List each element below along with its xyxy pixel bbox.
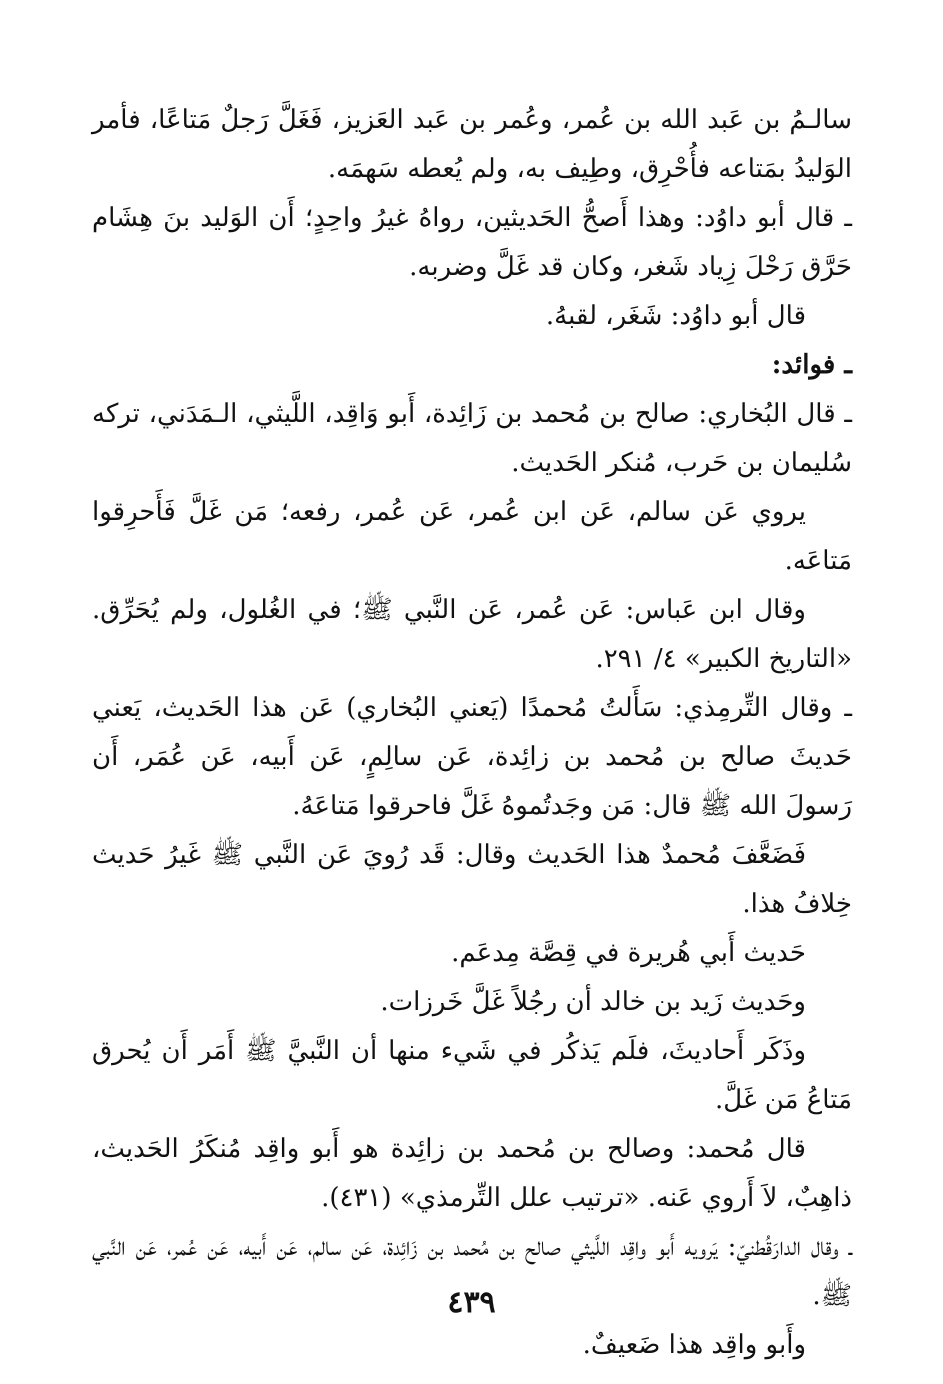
page-body: [92, 96, 852, 1370]
paragraph-10: حَديث أَبي هُريرة في قِصَّة مِدعَم.: [451, 938, 806, 968]
paragraph-7: وقال ابن عَباس: عَن عُمر، عَن النَّبي ﷺ؛ في الغُلول، ولم يُحَرِّق. «التاريخ الكبير» ٤/ ٢٩١.: [92, 595, 852, 674]
paragraph-1: سالـمُ بن عَبد الله بن عُمر، وعُمر بن عَبد العَزيز، فَغَلَّ رَجلٌ مَتاعًا، فأمر الوَليدُ بمَتاعه فأُحْرِق، وطِيف به، ولم يُعطه سَهمَه.: [92, 105, 852, 184]
paragraph-11: وحَديث زَيد بن خالد أن رجُلاً غَلَّ خَرزات.: [380, 987, 806, 1017]
page-number: ٤٣٩: [447, 1285, 496, 1320]
paragraph-8: ـ وقال التِّرمِذي: سَأَلتُ مُحمدًا (يَعني البُخاري) عَن هذا الحَديث، يَعني حَديثَ صالح بن مُحمد بن زائِدة، عَن سالِمٍ، عَن أَبيه، عَن عُمَر، أَن رَسولَ الله ﷺ قال: مَن وجَدتُموهُ غَلَّ فاحرقوا مَتاعَهُ.: [92, 693, 852, 821]
paragraph-3: قال أبو داوُد: شَغَر، لقبهُ.: [545, 301, 806, 331]
paragraph-14: ـ وقال الدارَقُطنيّ: يَرويه أَبو واقِد اللَّيثي صالح بن مُحمد بن زَائِدة، عَن سالم، عَن أَبيه، عَن عُمر، عَن النَّبي ﷺ.: [92, 1232, 852, 1311]
section-heading: ـ فوائد:: [771, 350, 852, 380]
paragraph-6: يروي عَن سالم، عَن ابن عُمر، عَن عُمر، رفعه؛ مَن غَلَّ فَأَحرِقوا مَتاعَه.: [92, 497, 852, 576]
paragraph-5: ـ قال البُخاري: صالح بن مُحمد بن زَائِدة، أَبو وَاقِد، اللَّيثي، الـمَدَني، تركه سُليمان بن حَرب، مُنكر الحَديث.: [92, 399, 852, 478]
paragraph-12: وذَكَر أَحاديثَ، فلَم يَذكُر في شَيء منها أن النَّبيَّ ﷺ أَمَر أَن يُحرق مَتاعُ مَن غَلَّ.: [92, 1036, 852, 1115]
paragraph-9: فَضَعَّفَ مُحمدٌ هذا الحَديث وقال: قَد رُويَ عَن النَّبي ﷺ غَيرُ حَديث خِلافُ هذا.: [92, 840, 852, 919]
paragraph-15: وأَبو واقِد هذا ضَعيفٌ.: [582, 1330, 806, 1360]
paragraph-2: ـ قال أبو داوُد: وهذا أَصحُّ الحَديثين، رواهُ غيرُ واحِدٍ؛ أَن الوَليد بنَ هِشَام حَرَّق رَحْلَ زِياد شَغر، وكان قد غَلَّ وضربه.: [92, 203, 852, 282]
paragraph-13: قال مُحمد: وصالح بن مُحمد بن زائِدة هو أَبو واقِد مُنكَرُ الحَديث، ذاهِبٌ، لاَ أَروي عَنه. «ترتيب علل التِّرمذي» (٤٣١).: [92, 1134, 852, 1213]
